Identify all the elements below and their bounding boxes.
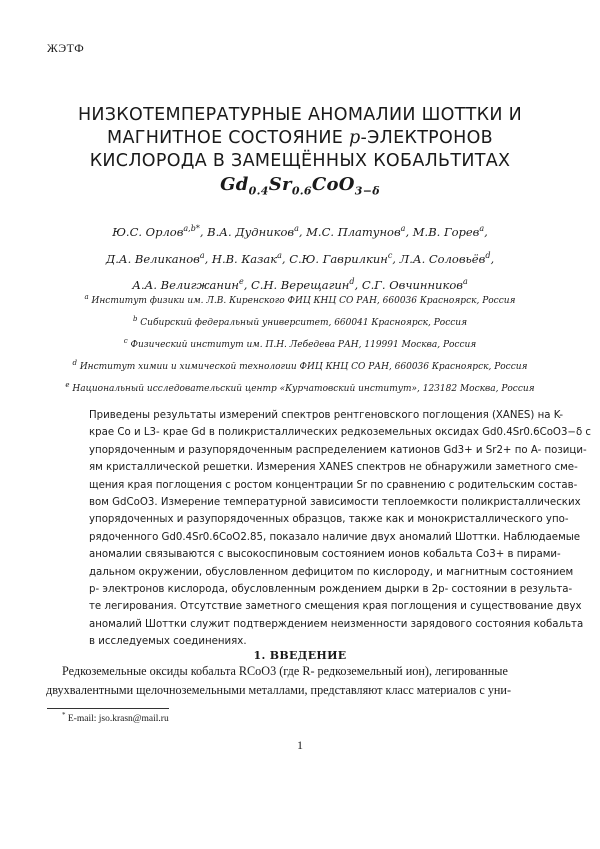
body-line: двухвалентными щелочноземельными металлами, представляют класс материалов с уни- [46,682,512,697]
affiliation-list [40,290,560,400]
abstract [89,407,592,651]
body-line: Редкоземельные оксиды кобальта RCoO3 (где R- редкоземельный ион), легированные [62,664,508,678]
page-number: 1 [297,738,303,752]
title-line-text: КИСЛОРОДА В ЗАМЕЩЁННЫХ КОБАЛЬТИТАХ [89,151,511,171]
author: С.Н. Верещагин$^d$ [251,277,355,292]
author: Л.А. Соловьёв$^d$ [399,250,491,266]
abstract-line: рядоченного Gd0.4Sr0.6CoO2.85, показало наличие двух аномалий Шоттки. Наблюдаемые [89,531,581,543]
section-heading: 1. ВВЕДЕНИЕ [253,649,347,662]
author: М.С. Платунов$^a$ [306,224,406,239]
abstract-line: в исследуемых соединениях. [89,636,247,648]
affiliation: $^c$ Физический институт им. П.Н. Лебедева РАН, 119991 Москва, Россия [123,337,477,350]
author-line: Ю.С. Орлов$^{a,b*}$, В.А. Дудников$^a$, М.С. Платунов$^a$, М.В. Горев$^a$, [112,224,488,239]
title-line-text: НИЗКОТЕМПЕРАТУРНЫЕ АНОМАЛИИ ШОТТКИ И [77,105,523,125]
title-line-text: МАГНИТНОЕ СОСТОЯНИЕ p-ЭЛЕКТРОНОВ [107,128,493,148]
abstract-line: p- электронов кислорода, обусловленным рождением дырки в 2p- состоянии в результа- [89,584,573,596]
abstract-line: щения края поглощения с ростом концентрации Sr по сравнению с родительским состав- [89,479,578,491]
author: М.В. Горев$^a$ [412,224,485,239]
abstract-line: крае Co и L3- крае Gd в поликристаллических редкоземельных оксидах Gd0.4Sr0.6CoO3−δ с [89,427,592,439]
abstract-line: ям кристаллической решетки. Измерения XANES спектров не обнаружили заметного сме- [89,462,578,474]
abstract-line: аномалии связываются с высокоспиновым состоянием ионов кобальта Co3+ в пирами- [89,549,561,561]
title-line [30,127,570,150]
author: В.А. Дудников$^a$ [207,224,299,239]
title-line [30,150,570,173]
abstract-line: аномалий Шоттки служит подтверждением неизменности зарядового состояния кобальта [89,618,584,630]
author: С.Г. Овчинников$^a$ [361,277,468,292]
journal-name: ЖЭТФ [47,41,85,55]
footnote: * E-mail: jso.krasn@mail.ru [62,710,169,724]
author: Д.А. Великанов$^a$ [105,250,205,266]
author-line: А.А. Велигжанин$^e$, С.Н. Верещагин$^d$, С.Г. Овчинников$^a$ [132,277,468,292]
author: Ю.С. Орлов$^{a,b*}$ [112,224,200,239]
affiliation: $^b$ Сибирский федеральный университет, 660041 Красноярск, Россия [132,315,468,328]
abstract-line: вом GdCoO3. Измерение температурной зависимости теплоемкости поликристаллических [89,497,581,509]
abstract-line: дальном окружении, обусловленном дефицитом по кислороду, и магнитным состоянием [89,566,574,578]
body-text [46,662,554,699]
abstract-line: те легирования. Отсутствие заметного смещения края поглощения и существование двух [89,601,582,613]
author: А.А. Велигжанин$^e$ [132,277,244,292]
author-line: Д.А. Великанов$^a$, Н.В. Казак$^a$, С.Ю. Гаврилкин$^c$, Л.А. Соловьёв$^d$, [105,250,495,266]
affiliation: $^e$ Национальный исследовательский центр «Курчатовский институт», 123182 Москва, Россия [65,381,535,394]
affiliation: $^d$ Институт химии и химической технологии ФИЦ КНЦ СО РАН, 660036 Красноярск, Россия [72,359,528,372]
title-formula: $Gd_{0.4}Sr_{0.6}CoO_{3-\delta}$ [220,174,380,198]
author-list [40,219,560,299]
author: С.Ю. Гаврилкин$^c$ [289,250,393,266]
title-line [30,104,570,127]
affiliation: $^a$ Институт физики им. Л.В. Киренского ФИЦ КНЦ СО РАН, 660036 Красноярск, Россия [84,293,516,306]
abstract-line: упорядоченных и разупорядоченных образцов, также как и монокристаллического упо- [89,514,569,526]
author: Н.В. Казак$^a$ [211,250,282,266]
paper-title [30,104,570,196]
footnote-rule [47,708,169,709]
abstract-line: Приведены результаты измерений спектров рентгеновского поглощения (XANES) на K- [89,410,564,421]
abstract-line: упорядоченным и разупорядоченным распределением катионов Gd3+ и Sr2+ по A- позици- [89,444,587,456]
